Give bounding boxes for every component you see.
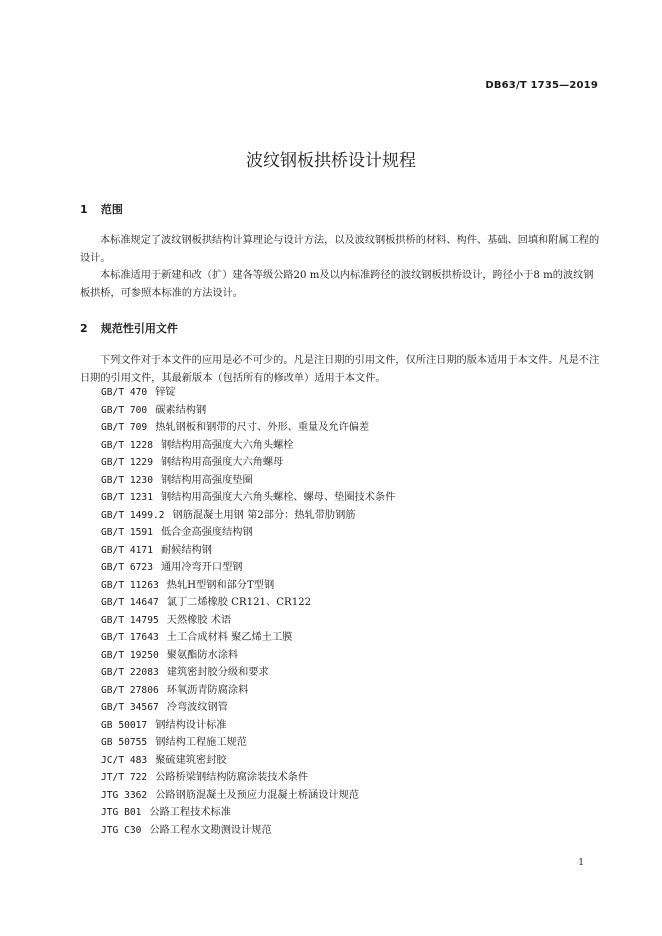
reference-code: GB/T 4171 (101, 544, 153, 556)
reference-code: GB/T 700 (101, 404, 148, 416)
section-2-title: 规范性引用文件 (100, 322, 178, 335)
reference-item (101, 769, 395, 787)
reference-title: 钢结构用高强度大六角头螺栓 (160, 439, 294, 451)
reference-code: GB/T 1230 (101, 474, 153, 486)
reference-item (101, 734, 395, 752)
reference-item (101, 717, 395, 735)
reference-code: GB/T 14795 (101, 614, 159, 626)
reference-title: 钢结构设计标准 (155, 719, 227, 731)
reference-title: 耐候结构钢 (160, 544, 212, 556)
section-1-title: 范围 (100, 203, 123, 216)
section-2-paragraph-1: 下列文件对于本文件的应用是必不可少的。凡是注日期的引用文件，仅所注日期的版本适用于本文件。凡是不注日期的引用文件，其最新版本（包括所有的修改单）适用于本文件。 (80, 355, 600, 384)
reference-item (101, 664, 395, 682)
section-2-heading (80, 320, 178, 336)
reference-code: GB/T 1591 (101, 527, 153, 538)
reference-code: JT/T 722 (101, 772, 148, 783)
section-1-paragraph-1: 本标准规定了波纹钢板拱结构计算理论与设计方法，以及波纹钢板拱桥的材料、构件、基础、回填和附属工程的设计。 (80, 235, 600, 264)
reference-title: 公路钢筋混凝土及预应力混凝土桥涵设计规范 (155, 789, 359, 801)
reference-title: 土工合成材料 聚乙烯土工膜 (166, 632, 293, 643)
reference-code: GB/T 34567 (101, 702, 159, 713)
section-1-number: 1 (80, 203, 88, 216)
reference-code: GB/T 19250 (101, 649, 159, 661)
reference-code: GB/T 27806 (101, 684, 159, 696)
reference-title: 热轧钢板和钢带的尺寸、外形、重量及允许偏差 (155, 422, 370, 433)
reference-item (101, 542, 395, 560)
reference-title: 环氧沥青防腐涂料 (166, 684, 249, 696)
reference-item (101, 507, 395, 525)
reference-title: 热轧H型钢和部分T型钢 (166, 579, 275, 591)
reference-item (101, 699, 395, 717)
reference-item (101, 472, 395, 490)
reference-title: 锌锭 (155, 387, 176, 398)
reference-item (101, 384, 395, 402)
reference-code: GB 50017 (101, 719, 148, 731)
reference-title: 公路桥梁钢结构防腐涂装技术条件 (155, 772, 309, 783)
reference-title: 聚硫建筑密封胶 (155, 754, 227, 766)
reference-title: 碳素结构钢 (155, 404, 207, 416)
reference-item (101, 402, 395, 420)
reference-code: GB/T 17643 (101, 632, 159, 643)
reference-item (101, 559, 395, 577)
reference-code: GB/T 11263 (101, 579, 159, 591)
reference-title: 公路工程水文勘测设计规范 (149, 824, 272, 836)
reference-code: GB/T 709 (101, 422, 148, 433)
reference-item (101, 787, 395, 805)
reference-title: 天然橡胶 术语 (166, 614, 232, 626)
reference-code: GB/T 1228 (101, 439, 153, 451)
reference-item (101, 577, 395, 595)
reference-item (101, 647, 395, 665)
reference-item (101, 454, 395, 472)
reference-code: GB/T 6723 (101, 562, 153, 573)
reference-title: 冷弯波纹钢管 (166, 702, 228, 713)
reference-code: JTG 3362 (101, 789, 148, 801)
reference-code: JTG C30 (101, 824, 142, 836)
reference-code: GB 50755 (101, 737, 148, 748)
reference-item (101, 822, 395, 840)
standard-code: DB63/T 1735—2019 (485, 80, 598, 91)
reference-title: 建筑密封胶分级和要求 (166, 667, 269, 678)
reference-title: 钢结构用高强度大六角头螺栓、螺母、垫圈技术条件 (160, 492, 396, 503)
normative-reference-list (101, 384, 395, 839)
reference-title: 公路工程技术标准 (149, 807, 231, 818)
section-2-number: 2 (80, 322, 88, 335)
reference-item (101, 612, 395, 630)
reference-item (101, 437, 395, 455)
reference-item (101, 594, 395, 612)
reference-code: GB/T 1231 (101, 492, 153, 503)
reference-title: 钢结构用高强度垫圈 (160, 474, 253, 486)
document-title: 波纹钢板拱桥设计规程 (246, 151, 416, 171)
reference-item (101, 682, 395, 700)
reference-code: JC/T 483 (101, 754, 148, 766)
reference-title: 聚氨酯防水涂料 (166, 649, 239, 661)
page-number: 1 (578, 858, 584, 868)
reference-item (101, 629, 395, 647)
reference-title: 氯丁二烯橡胶 CR121、CR122 (166, 597, 312, 608)
reference-title: 通用冷弯开口型钢 (160, 562, 243, 573)
reference-code: GB/T 22083 (101, 667, 159, 678)
reference-title: 钢结构工程施工规范 (155, 737, 247, 748)
reference-code: GB/T 14647 (101, 597, 159, 608)
reference-item (101, 524, 395, 542)
reference-title: 低合金高强度结构钢 (160, 527, 253, 538)
reference-item (101, 804, 395, 822)
section-1-heading (80, 201, 123, 217)
reference-code: GB/T 1229 (101, 457, 153, 468)
reference-code: GB/T 470 (101, 387, 148, 398)
reference-title: 钢筋混凝土用钢 第2部分：热轧带肋钢筋 (172, 509, 356, 521)
reference-code: JTG B01 (101, 807, 142, 818)
reference-title: 钢结构用高强度大六角螺母 (160, 457, 284, 468)
reference-code: GB/T 1499.2 (101, 509, 165, 521)
section-1-paragraph-2: 本标准适用于新建和改（扩）建各等级公路20 m及以内标准跨径的波纹钢板拱桥设计，跨径小于8 m的波纹钢板拱桥，可参照本标准的方法设计。 (80, 270, 594, 299)
reference-item (101, 419, 395, 437)
reference-item (101, 752, 395, 770)
reference-item (101, 489, 395, 507)
